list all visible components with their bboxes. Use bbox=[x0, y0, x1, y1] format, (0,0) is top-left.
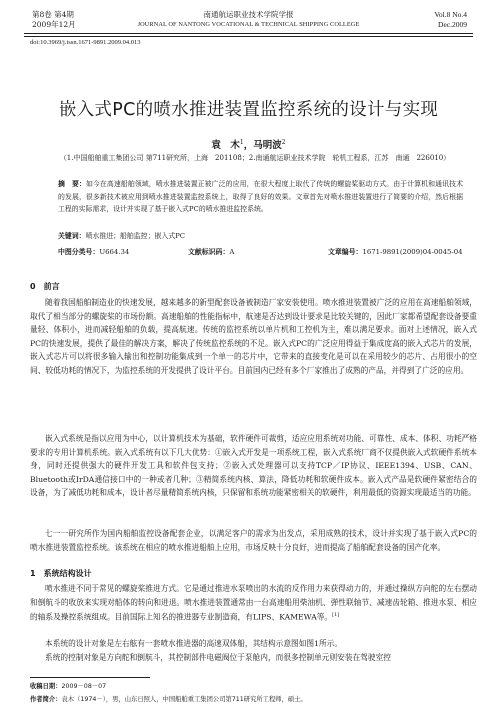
clc-number bbox=[58, 246, 129, 256]
volume-issue-en: Vol.8 No.4 bbox=[434, 10, 467, 19]
authors bbox=[0, 137, 497, 151]
paragraph-4-text: 喷水推进不同于常见的螺旋桨推进方式。它是通过推进水泵喷出的水流的反作用力来获得动力的，并通过操纵方向舵的左右摆动和倒航斗的收放来实现对船体的转向和进退。喷水推进装置通常由一台高速船用柴油机、弹性联轴节、减速齿轮箱、推进水泵、相应的轴系及操控系统组成。目前国际上知名的推进器专业制造商，有LIPS、KAMEWA等。 bbox=[30, 584, 477, 622]
author-2-affil: 2 bbox=[281, 138, 286, 146]
section-heading-intro: 0 前言 bbox=[30, 282, 60, 291]
keywords bbox=[58, 230, 185, 240]
section-heading-system-structure: 1 系统结构设计 bbox=[30, 569, 92, 578]
date-cn: 2009年12月 bbox=[32, 20, 76, 29]
author-bio bbox=[30, 694, 307, 703]
author-separator: ， bbox=[243, 140, 254, 151]
article-number bbox=[328, 246, 463, 256]
article-number-label: 文章编号： bbox=[328, 248, 363, 256]
author-bio-label: 作者简介： bbox=[30, 696, 62, 703]
received-label: 收稿日期： bbox=[30, 683, 62, 690]
article-title: 嵌入式PC的喷水推进装置监控系统的设计与实现 bbox=[58, 100, 439, 120]
affiliations: （1.中国船舶重工集团公司 第711研究所，上海 201108；2.南通航运职业技术学院 轮机工程系，江苏 南通 226010） bbox=[59, 154, 451, 162]
author-1: 袁 木 bbox=[211, 140, 240, 151]
clc-label: 中图分类号： bbox=[58, 248, 100, 256]
volume-issue-cn: 第8卷 第4期 bbox=[32, 10, 74, 19]
header-rule-thick bbox=[24, 33, 473, 34]
paragraph-3: 七一一研究所作为国内船舶监控设备配套企业，以满足客户的需求为出发点，采用成熟的技术，设计并实现了基于嵌入式PC的喷水推进装置监控系统。该系统在相应的喷水推进船舶上应用，市场反映十分良好，进而提高了船舶配套设备的国产化率。 bbox=[30, 529, 477, 552]
doi: doi:10.3969/j.issn.1671-9891.2009.04.013 bbox=[30, 39, 141, 46]
keywords-label: 关键词： bbox=[58, 232, 86, 240]
reference-marker: [1] bbox=[332, 612, 340, 619]
journal-name-cn: 南通航运职业技术学院学报 bbox=[203, 10, 294, 19]
journal-name bbox=[0, 10, 497, 30]
header-rule-thin bbox=[24, 36, 473, 37]
clc-value: U664.34 bbox=[99, 248, 130, 256]
paragraph-1: 随着我国船舶制造业的快速发展，越来越多的新型配套设备被制造厂家安装使用。喷水推进装置被广泛的应用在高速船舶领域，取代了相当部分的螺旋桨的市场份额。高速船舶的性能指标中，航速是否达到设计要求是比较关键的，因此厂家都希望配套设备要重量轻、体积小，进而减轻船舶的负载，提高航速。传统的监控系统以单片机和工控机为主，难以满足要求。面对上述情况，嵌入式PC的快速发展，提供了最佳的解决方案，解决了传统监控系统的不足。嵌入式PC的广泛应用得益于集成度高的嵌入式芯片的发展，嵌入式芯片可以将很多输入输出和控制功能集成到一个单一的芯片中，它带来的直接变化是可以在采用较少的芯片、占用很小的空间、较低功耗的情况下，为监控系统的开发提供了设计平台。目前国内已经有多个厂家推出了成熟的产品，并得到了广泛的应用。 bbox=[30, 298, 477, 375]
abstract-text: 如今在高速船舶领域，喷水推进装置正被广泛的应用，在很大程度上取代了传统的螺旋桨驱动方式。由于计算机和通讯技术的发展，很多新技术被应用到喷水推进装置监控系统上，取得了良好的效果。文章首先对喷水推进装置进行了简要的介绍，然后根据工程的实际需求，设计并实现了基于嵌入式PC的喷水推进监控系统。 bbox=[58, 180, 463, 214]
doc-code-label: 文献标识码： bbox=[188, 248, 230, 256]
paragraph-2: 嵌入式系统是指以应用为中心，以计算机技术为基础，软件硬件可裁剪，适应应用系统对功能、可靠性、成本、体积、功耗严格要求的专用计算机系统。嵌入式系统有以下几大优势：①嵌入式开发是一项系统工程，嵌入式系统厂商不仅提供嵌入式软硬件系统本身，同时还提供强大的硬件开发工具和软件包支持；②嵌入式处理器可以支持TCP／IP协议、IEEE1394、USB、CAN、Bluetooth或IrDA通信接口中的一种或者几种；③精简系统内核、算法，降低功耗和软硬件成本。嵌入式产品是软硬件紧密结合的设备，为了减低功耗和成本，设计者尽量精简系统内核，只保留和系统功能紧密相关的软硬件，利用最低的资源实现最适当的功能。 bbox=[30, 434, 477, 498]
received-date bbox=[30, 681, 106, 690]
paragraph-6: 系统的控制对象是方向舵和倒航斗，其控制部件电磁阀位于泵舱内，而很多控制单元则安装在驾驶室控 bbox=[45, 653, 391, 662]
document-code bbox=[188, 246, 234, 256]
issue-info-en bbox=[434, 10, 467, 30]
paragraph-4 bbox=[30, 582, 477, 624]
footnote-rule bbox=[30, 677, 150, 678]
received-value: 2009－08－07 bbox=[61, 683, 107, 690]
doc-code-value: A bbox=[229, 248, 235, 256]
abstract bbox=[58, 178, 463, 216]
author-2: 马明波 bbox=[253, 140, 282, 151]
paragraph-5: 本系统的设计对象是左右舷有一套喷水推进器的高速双体船，其结构示意图如图1所示。 bbox=[45, 639, 343, 648]
keywords-text: 喷水推进；船舶监控；嵌入式PC bbox=[85, 232, 186, 240]
author-1-affil: 1 bbox=[239, 138, 244, 146]
journal-name-en: JOURNAL OF NANTONG VOCATIONAL & TECHNICAL SHIPPING COLLEGE bbox=[137, 21, 360, 28]
abstract-label: 摘 要： bbox=[58, 180, 86, 188]
article-number-value: 1671-9891(2009)04-0045-04 bbox=[362, 248, 463, 256]
author-bio-value: 袁木（1974－），男，山东日照人，中国船舶重工集团公司第711研究所工程师，硕士。 bbox=[61, 696, 307, 703]
date-en: Dec.2009 bbox=[438, 20, 467, 29]
